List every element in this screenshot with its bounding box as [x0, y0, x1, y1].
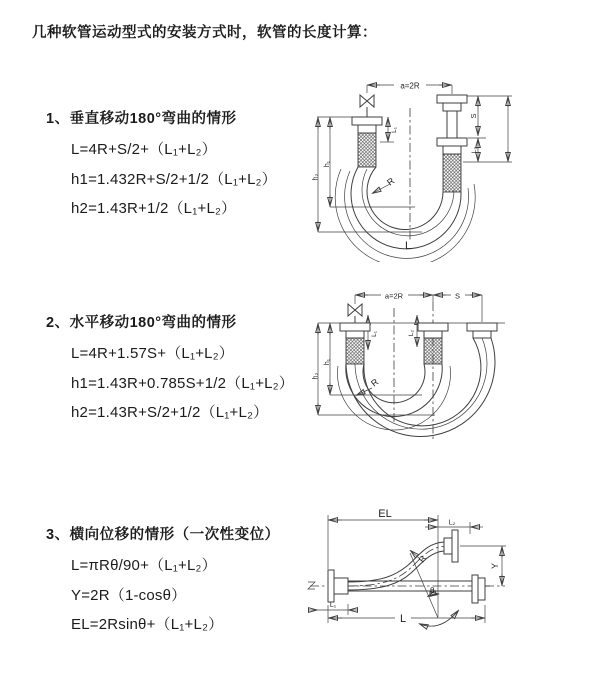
centerline-break-icon — [308, 582, 315, 589]
dimension-lines — [317, 79, 512, 232]
dimension-lines — [309, 515, 506, 626]
section-3 — [46, 523, 280, 640]
dim-label-l1: L₁ — [329, 602, 337, 609]
diagram-lateral-displacement — [300, 505, 600, 650]
pipes-and-hose — [328, 530, 490, 603]
dim-label-l2: L₂ — [471, 146, 478, 154]
formula-h1: h1=1.43R+0.785S+1/2（L₁+L₂） — [71, 374, 294, 392]
formula-h2: h2=1.43R+1/2（L₁+L₂） — [71, 200, 237, 217]
section-2-heading: 2、水平移动180°弯曲的情形 — [46, 315, 237, 331]
dim-label-l-total: L — [399, 613, 407, 625]
dim-label-l1: L₁ — [391, 127, 398, 133]
formula-l: L=4R+S/2+（L₁+L₂） — [71, 141, 217, 158]
page-title: 几种软管运动型式的安装方式时，软管的长度计算： — [32, 25, 377, 41]
section-3-heading: 3、横向位移的情形（一次性变位） — [46, 527, 280, 543]
formula-y: Y=2R（1-cosθ） — [71, 586, 187, 604]
diagram-vertical-180-bend — [310, 72, 600, 262]
formula-h2: h2=1.43R+S/2+1/2（L₁+L₂） — [71, 404, 269, 421]
dim-label-r: R — [385, 175, 397, 188]
valve-icon — [348, 304, 362, 323]
dim-label-h1: h₁ — [324, 160, 331, 168]
dim-label-s: S — [454, 291, 461, 301]
dim-label-h2: h₂ — [312, 173, 320, 181]
formula-l: L=πRθ/90+（L₁+L₂） — [71, 557, 217, 574]
dim-label-l1: L₁ — [371, 331, 378, 337]
dim-label-span: a=2R — [384, 291, 404, 301]
section-1 — [46, 107, 277, 224]
dim-label-r: R — [416, 553, 429, 565]
diagram-labels — [330, 508, 500, 625]
diagram-horizontal-180-bend — [310, 282, 600, 450]
dim-label-h1: h₁ — [324, 358, 331, 366]
formula-h1: h1=1.432R+S/2+1/2（L₁+L₂） — [71, 170, 277, 188]
formula-el: EL=2Rsinθ+（L₁+L₂） — [71, 616, 224, 633]
dim-label-l2: L₂ — [448, 519, 456, 527]
dim-label-s: S — [469, 113, 478, 119]
valve-icon — [360, 95, 374, 117]
dim-label-span: a=2R — [400, 81, 420, 91]
dim-label-l2: L₂ — [408, 329, 415, 337]
section-1-heading: 1、垂直移动180°弯曲的情形 — [46, 111, 237, 127]
dim-label-el: EL — [378, 508, 392, 520]
dim-label-h2: h₂ — [312, 372, 320, 380]
dim-label-l-total: L — [404, 240, 412, 252]
formula-l: L=4R+1.57S+（L₁+L₂） — [71, 345, 234, 362]
dim-label-r: R — [369, 376, 381, 389]
section-2 — [46, 311, 294, 428]
dim-label-theta: θ — [430, 586, 435, 595]
dim-label-y: Y — [490, 562, 500, 570]
pipes-and-hose — [335, 95, 475, 262]
